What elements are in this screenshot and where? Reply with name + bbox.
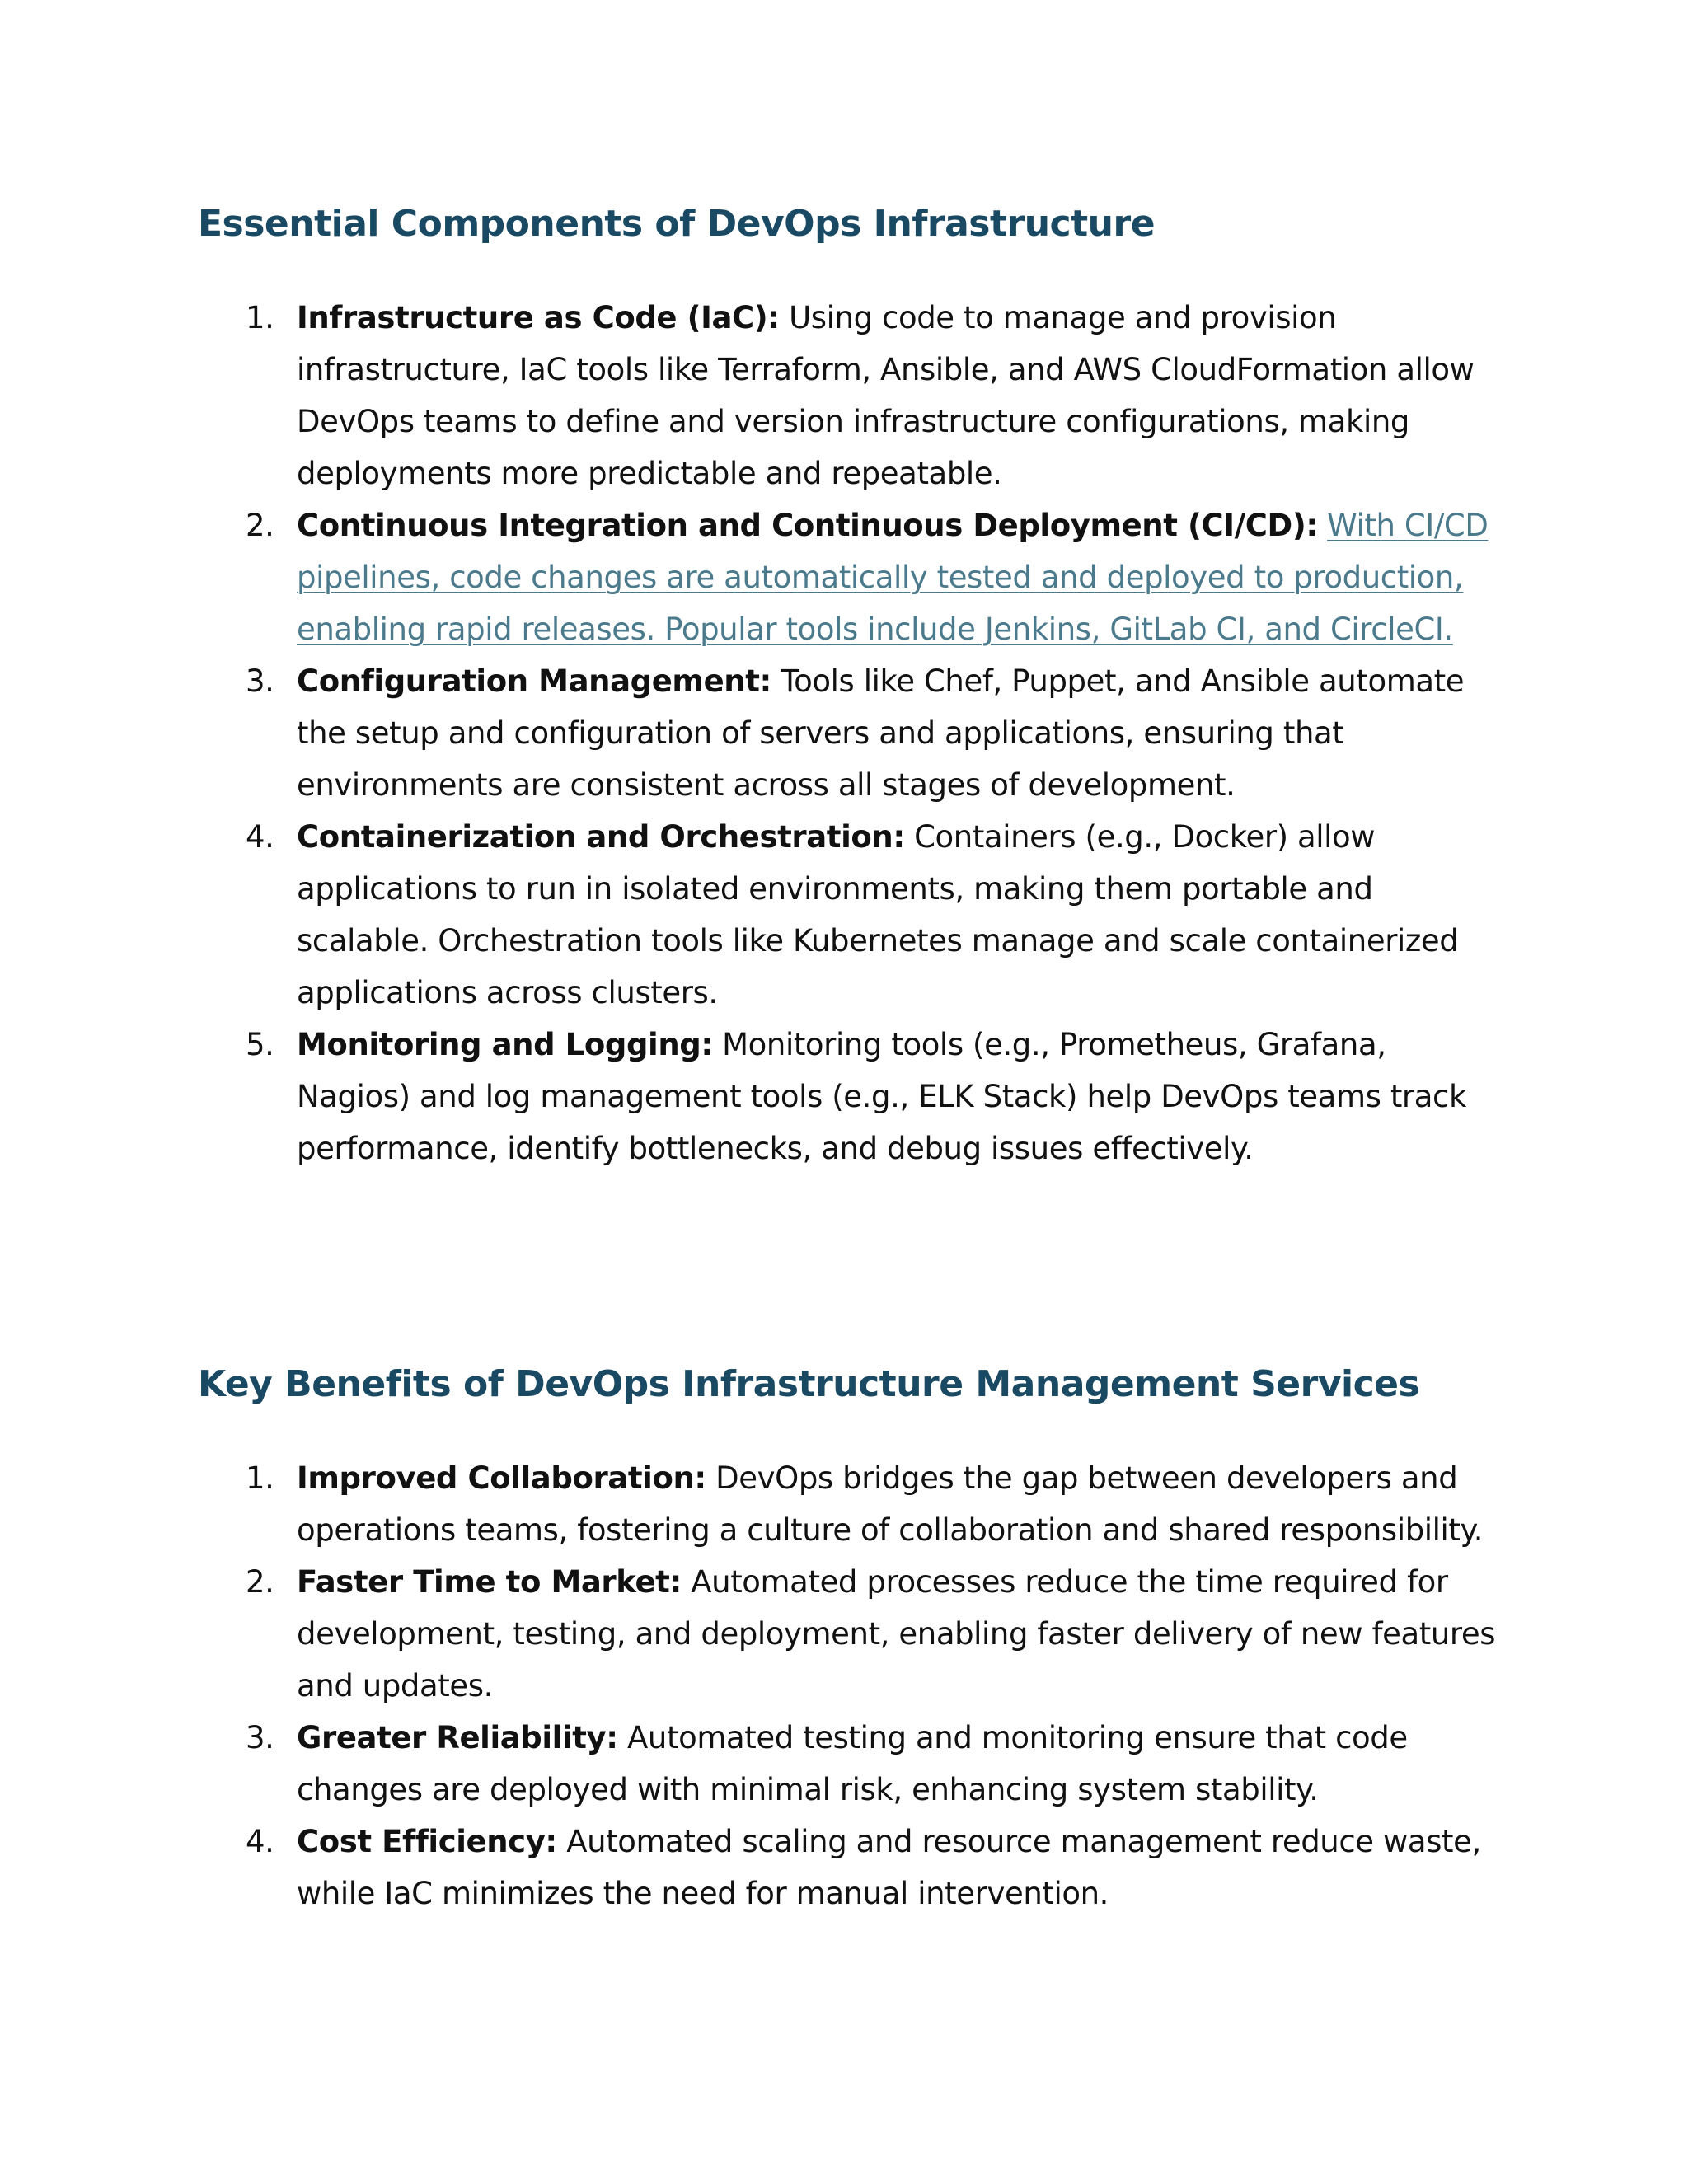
item-term: Monitoring and Logging: bbox=[297, 1027, 713, 1062]
list-number: 3. bbox=[246, 663, 274, 699]
item-term: Containerization and Orchestration: bbox=[297, 819, 905, 855]
item-term: Continuous Integration and Continuous Deployment (CI/CD): bbox=[297, 508, 1318, 543]
list-item bbox=[198, 1556, 1500, 1712]
item-text: Monitoring tools (e.g., Prometheus, Grafana, Nagios) and log management tools (e.g., ELK Stack) help DevOps teams track performance, identify bottlenecks, and debug issues effectively. bbox=[297, 1027, 1466, 1166]
item-text: DevOps bridges the gap between developers and operations teams, fostering a culture of collaboration and shared responsibility. bbox=[297, 1460, 1484, 1548]
item-term: Configuration Management: bbox=[297, 663, 771, 699]
item-term: Faster Time to Market: bbox=[297, 1564, 682, 1600]
list-number: 3. bbox=[246, 1720, 274, 1755]
list-item bbox=[198, 811, 1500, 1019]
section-heading: Essential Components of DevOps Infrastructure bbox=[198, 203, 1156, 245]
components-list bbox=[198, 292, 1500, 1174]
list-item bbox=[198, 1452, 1500, 1556]
item-text: Automated testing and monitoring ensure that code changes are deployed with minimal risk, enhancing system stability. bbox=[297, 1720, 1408, 1807]
list-item bbox=[198, 1019, 1500, 1174]
list-item bbox=[198, 292, 1500, 499]
item-text: Tools like Chef, Puppet, and Ansible automate the setup and configuration of servers and applications, ensuring that environments are consistent across all stages of development. bbox=[297, 663, 1465, 803]
key-benefits-section bbox=[198, 1355, 1500, 1919]
list-number: 1. bbox=[246, 1460, 274, 1496]
list-item bbox=[198, 655, 1500, 811]
item-term: Greater Reliability: bbox=[297, 1720, 618, 1755]
ci-cd-link[interactable]: With CI/CD pipelines, code changes are automatically tested and deployed to production, enabling rapid releases. Popular tools include Jenkins, GitLab CI, and CircleCI. bbox=[297, 508, 1489, 647]
list-number: 1. bbox=[246, 300, 274, 335]
list-item bbox=[198, 499, 1500, 655]
item-term: Cost Efficiency: bbox=[297, 1824, 557, 1859]
list-number: 2. bbox=[246, 1564, 274, 1600]
list-number: 4. bbox=[246, 1824, 274, 1859]
item-space bbox=[1318, 508, 1327, 543]
item-term: Infrastructure as Code (IaC): bbox=[297, 300, 780, 335]
list-number: 4. bbox=[246, 819, 274, 855]
list-item bbox=[198, 1816, 1500, 1919]
item-text: Automated scaling and resource management reduce waste, while IaC minimizes the need for manual intervention. bbox=[297, 1824, 1481, 1911]
item-term: Improved Collaboration: bbox=[297, 1460, 706, 1496]
item-text: Automated processes reduce the time required for development, testing, and deployment, enabling faster delivery of new features and updates. bbox=[297, 1564, 1496, 1704]
section-heading: Key Benefits of DevOps Infrastructure Management Services bbox=[198, 1363, 1420, 1405]
list-item bbox=[198, 1712, 1500, 1816]
item-text: Using code to manage and provision infrastructure, IaC tools like Terraform, Ansible, and AWS CloudFormation allow DevOps teams to define and version infrastructure configurations, making deployments more predictable and repeatable. bbox=[297, 300, 1475, 491]
item-text: Containers (e.g., Docker) allow applications to run in isolated environments, making them portable and scalable. Orchestration tools like Kubernetes manage and scale containerized applications across clusters. bbox=[297, 819, 1459, 1010]
list-number: 2. bbox=[246, 508, 274, 543]
essential-components-section bbox=[198, 194, 1500, 1174]
list-number: 5. bbox=[246, 1027, 274, 1062]
benefits-list bbox=[198, 1452, 1500, 1919]
